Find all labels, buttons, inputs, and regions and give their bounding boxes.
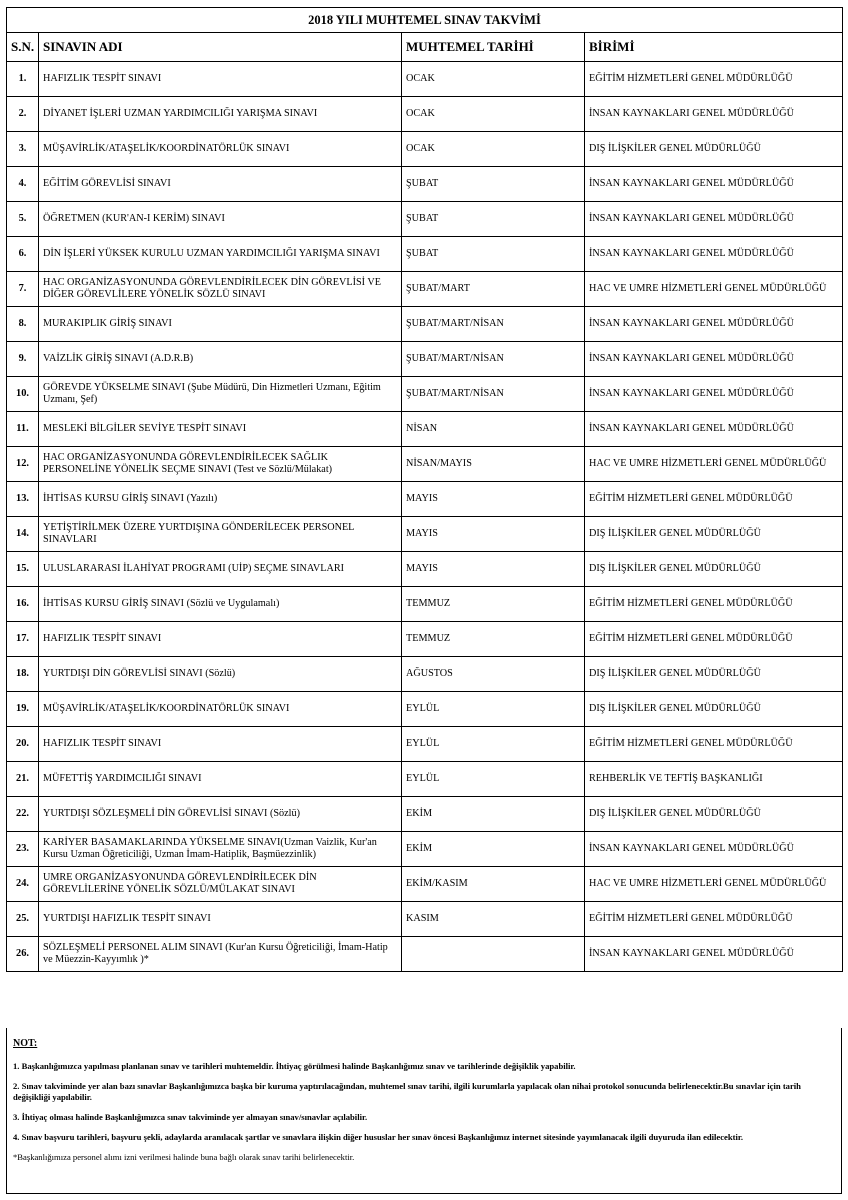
row-exam-name: HAFIZLIK TESPİT SINAVI	[39, 622, 402, 657]
table-row	[7, 237, 843, 272]
row-date: MAYIS	[402, 482, 585, 517]
row-exam-name: DİYANET İŞLERİ UZMAN YARDIMCILIĞI YARIŞMA SINAVI	[39, 97, 402, 132]
row-date: EYLÜL	[402, 762, 585, 797]
note-item: 2. Sınav takviminde yer alan bazı sınavlar Başkanlığımızca başka bir kuruma yaptırılacağından, muhtemel sınav tarihi, ilgili kurumlarla yapılacak olan nihai protokol sonucunda belirlenecektir.Bu sınavlar için tarih değişikliği yapılabilir.	[13, 1081, 801, 1102]
row-unit: İNSAN KAYNAKLARI GENEL MÜDÜRLÜĞÜ	[585, 342, 843, 377]
row-unit: EĞİTİM HİZMETLERİ GENEL MÜDÜRLÜĞÜ	[585, 622, 843, 657]
row-exam-name: MÜŞAVİRLİK/ATAŞELİK/KOORDİNATÖRLÜK SINAVI	[39, 692, 402, 727]
exam-calendar-table	[6, 7, 843, 972]
table-row	[7, 587, 843, 622]
row-exam-name: EĞİTİM GÖREVLİSİ SINAVI	[39, 167, 402, 202]
row-date: NİSAN	[402, 412, 585, 447]
table-row	[7, 97, 843, 132]
row-exam-name: VAİZLİK GİRİŞ SINAVI (A.D.R.B)	[39, 342, 402, 377]
row-date: ŞUBAT/MART/NİSAN	[402, 377, 585, 412]
row-unit: İNSAN KAYNAKLARI GENEL MÜDÜRLÜĞÜ	[585, 167, 843, 202]
row-date: ŞUBAT/MART	[402, 272, 585, 307]
table-row	[7, 727, 843, 762]
row-sn: 18.	[7, 657, 39, 692]
row-unit: DIŞ İLİŞKİLER GENEL MÜDÜRLÜĞÜ	[585, 132, 843, 167]
table-row	[7, 202, 843, 237]
row-exam-name: YURTDIŞI HAFIZLIK TESPİT SINAVI	[39, 902, 402, 937]
table-row	[7, 552, 843, 587]
row-date: MAYIS	[402, 552, 585, 587]
table-row	[7, 902, 843, 937]
row-exam-name: DİN İŞLERİ YÜKSEK KURULU UZMAN YARDIMCILIĞI YARIŞMA SINAVI	[39, 237, 402, 272]
header-exam-name: SINAVIN ADI	[39, 33, 402, 62]
table-row	[7, 342, 843, 377]
row-sn: 11.	[7, 412, 39, 447]
row-sn: 24.	[7, 867, 39, 902]
table-row	[7, 692, 843, 727]
row-exam-name: KARİYER BASAMAKLARINDA YÜKSELME SINAVI(Uzman Vaizlik, Kur'an Kursu Uzman Öğreticiliği, Uzman İmam-Hatiplik, Başmüezzinlik)	[39, 832, 402, 867]
row-date: EYLÜL	[402, 692, 585, 727]
table-row	[7, 377, 843, 412]
header-unit: BİRİMİ	[585, 33, 843, 62]
row-date: EKİM	[402, 797, 585, 832]
row-exam-name: MÜFETTİŞ YARDIMCILIĞI SINAVI	[39, 762, 402, 797]
row-unit: EĞİTİM HİZMETLERİ GENEL MÜDÜRLÜĞÜ	[585, 62, 843, 97]
row-unit: İNSAN KAYNAKLARI GENEL MÜDÜRLÜĞÜ	[585, 202, 843, 237]
table-row	[7, 937, 843, 972]
row-sn: 26.	[7, 937, 39, 972]
row-date: AĞUSTOS	[402, 657, 585, 692]
row-date: OCAK	[402, 97, 585, 132]
row-exam-name: UMRE ORGANİZASYONUNDA GÖREVLENDİRİLECEK DİN GÖREVLİLERİNE YÖNELİK SÖZLÜ/MÜLAKAT SINAVI	[39, 867, 402, 902]
row-unit: DIŞ İLİŞKİLER GENEL MÜDÜRLÜĞÜ	[585, 692, 843, 727]
row-sn: 25.	[7, 902, 39, 937]
row-unit: DIŞ İLİŞKİLER GENEL MÜDÜRLÜĞÜ	[585, 657, 843, 692]
row-sn: 6.	[7, 237, 39, 272]
table-row	[7, 517, 843, 552]
notes-section	[6, 1028, 842, 1194]
row-sn: 12.	[7, 447, 39, 482]
row-date	[402, 937, 585, 972]
row-exam-name: HAC ORGANİZASYONUNDA GÖREVLENDİRİLECEK SAĞLIK PERSONELİNE YÖNELİK SEÇME SINAVI (Test ve Sözlü/Mülakat)	[39, 447, 402, 482]
row-sn: 7.	[7, 272, 39, 307]
row-unit: EĞİTİM HİZMETLERİ GENEL MÜDÜRLÜĞÜ	[585, 482, 843, 517]
row-sn: 1.	[7, 62, 39, 97]
row-date: TEMMUZ	[402, 622, 585, 657]
row-date: ŞUBAT/MART/NİSAN	[402, 307, 585, 342]
header-date: MUHTEMEL TARİHİ	[402, 33, 585, 62]
row-date: OCAK	[402, 62, 585, 97]
row-exam-name: İHTİSAS KURSU GİRİŞ SINAVI (Sözlü ve Uygulamalı)	[39, 587, 402, 622]
row-sn: 21.	[7, 762, 39, 797]
row-date: NİSAN/MAYIS	[402, 447, 585, 482]
row-exam-name: ULUSLARARASI İLAHİYAT PROGRAMI (UİP) SEÇME SINAVLARI	[39, 552, 402, 587]
row-unit: DIŞ İLİŞKİLER GENEL MÜDÜRLÜĞÜ	[585, 797, 843, 832]
table-row	[7, 482, 843, 517]
row-date: ŞUBAT	[402, 167, 585, 202]
notes-title: NOT:	[13, 1038, 38, 1049]
note-item: 4. Sınav başvuru tarihleri, başvuru şekli, adaylarda aranılacak şartlar ve sınavlara ilişkin diğer hususlar her sınav öncesi Başkanlığımız internet sitesinde yayımlanacak ilgili duyuruda ilan edilecektir.	[13, 1132, 744, 1142]
row-exam-name: ÖĞRETMEN (KUR'AN-I KERİM) SINAVI	[39, 202, 402, 237]
row-date: EKİM	[402, 832, 585, 867]
row-unit: EĞİTİM HİZMETLERİ GENEL MÜDÜRLÜĞÜ	[585, 902, 843, 937]
row-sn: 8.	[7, 307, 39, 342]
table-row	[7, 832, 843, 867]
row-exam-name: GÖREVDE YÜKSELME SINAVI (Şube Müdürü, Din Hizmetleri Uzmanı, Eğitim Uzmanı, Şef)	[39, 377, 402, 412]
table-row	[7, 622, 843, 657]
table-row	[7, 797, 843, 832]
row-sn: 23.	[7, 832, 39, 867]
row-exam-name: MESLEKİ BİLGİLER SEVİYE TESPİT SINAVI	[39, 412, 402, 447]
note-item: 1. Başkanlığımızca yapılması planlanan sınav ve tarihleri muhtemeldir. İhtiyaç görülmesi halinde Başkanlığımız sınav ve tarihlerinde değişiklik yapabilir.	[13, 1061, 576, 1071]
row-date: EYLÜL	[402, 727, 585, 762]
row-sn: 22.	[7, 797, 39, 832]
row-exam-name: YURTDIŞI DİN GÖREVLİSİ SINAVI (Sözlü)	[39, 657, 402, 692]
row-unit: İNSAN KAYNAKLARI GENEL MÜDÜRLÜĞÜ	[585, 97, 843, 132]
row-unit: İNSAN KAYNAKLARI GENEL MÜDÜRLÜĞÜ	[585, 307, 843, 342]
row-unit: HAC VE UMRE HİZMETLERİ GENEL MÜDÜRLÜĞÜ	[585, 867, 843, 902]
row-unit: DIŞ İLİŞKİLER GENEL MÜDÜRLÜĞÜ	[585, 552, 843, 587]
row-date: EKİM/KASIM	[402, 867, 585, 902]
row-exam-name: YETİŞTİRİLMEK ÜZERE YURTDIŞINA GÖNDERİLECEK PERSONEL SINAVLARI	[39, 517, 402, 552]
row-sn: 4.	[7, 167, 39, 202]
note-item: 3. İhtiyaç olması halinde Başkanlığımızca sınav takviminde yer almayan sınav/sınavlar açılabilir.	[13, 1112, 368, 1122]
row-unit: HAC VE UMRE HİZMETLERİ GENEL MÜDÜRLÜĞÜ	[585, 447, 843, 482]
footnote: *Başkanlığımıza personel alımı izni verilmesi halinde buna bağlı olarak sınav tarihi belirlenecektir.	[13, 1152, 355, 1162]
table-row	[7, 762, 843, 797]
table-row	[7, 167, 843, 202]
row-date: KASIM	[402, 902, 585, 937]
row-unit: İNSAN KAYNAKLARI GENEL MÜDÜRLÜĞÜ	[585, 937, 843, 972]
row-unit: REHBERLİK VE TEFTİŞ BAŞKANLIĞI	[585, 762, 843, 797]
row-date: ŞUBAT	[402, 237, 585, 272]
row-exam-name: HAFIZLIK TESPİT SINAVI	[39, 62, 402, 97]
row-unit: İNSAN KAYNAKLARI GENEL MÜDÜRLÜĞÜ	[585, 237, 843, 272]
row-sn: 20.	[7, 727, 39, 762]
table-row	[7, 62, 843, 97]
row-exam-name: MÜŞAVİRLİK/ATAŞELİK/KOORDİNATÖRLÜK SINAVI	[39, 132, 402, 167]
row-unit: EĞİTİM HİZMETLERİ GENEL MÜDÜRLÜĞÜ	[585, 727, 843, 762]
row-exam-name: SÖZLEŞMELİ PERSONEL ALIM SINAVI (Kur'an Kursu Öğreticiliği, İmam-Hatip ve Müezzin-Kayyımlık )*	[39, 937, 402, 972]
table-row	[7, 272, 843, 307]
table-row	[7, 867, 843, 902]
row-exam-name: HAC ORGANİZASYONUNDA GÖREVLENDİRİLECEK DİN GÖREVLİSİ VE DİĞER GÖREVLİLERE YÖNELİK SÖZLÜ SINAVI	[39, 272, 402, 307]
row-sn: 10.	[7, 377, 39, 412]
table-row	[7, 447, 843, 482]
row-date: ŞUBAT/MART/NİSAN	[402, 342, 585, 377]
row-unit: HAC VE UMRE HİZMETLERİ GENEL MÜDÜRLÜĞÜ	[585, 272, 843, 307]
row-date: OCAK	[402, 132, 585, 167]
header-sn: S.N.	[7, 33, 39, 62]
table-title: 2018 YILI MUHTEMEL SINAV TAKVİMİ	[7, 8, 843, 33]
row-exam-name: HAFIZLIK TESPİT SINAVI	[39, 727, 402, 762]
row-unit: DIŞ İLİŞKİLER GENEL MÜDÜRLÜĞÜ	[585, 517, 843, 552]
row-sn: 9.	[7, 342, 39, 377]
row-sn: 13.	[7, 482, 39, 517]
row-date: MAYIS	[402, 517, 585, 552]
row-sn: 3.	[7, 132, 39, 167]
row-sn: 19.	[7, 692, 39, 727]
row-date: TEMMUZ	[402, 587, 585, 622]
row-sn: 2.	[7, 97, 39, 132]
table-row	[7, 307, 843, 342]
row-exam-name: YURTDIŞI SÖZLEŞMELİ DİN GÖREVLİSİ SINAVI (Sözlü)	[39, 797, 402, 832]
row-sn: 17.	[7, 622, 39, 657]
row-unit: EĞİTİM HİZMETLERİ GENEL MÜDÜRLÜĞÜ	[585, 587, 843, 622]
row-date: ŞUBAT	[402, 202, 585, 237]
row-sn: 16.	[7, 587, 39, 622]
row-unit: İNSAN KAYNAKLARI GENEL MÜDÜRLÜĞÜ	[585, 412, 843, 447]
row-sn: 14.	[7, 517, 39, 552]
row-exam-name: MURAKIPLIK GİRİŞ SINAVI	[39, 307, 402, 342]
table-row	[7, 412, 843, 447]
row-unit: İNSAN KAYNAKLARI GENEL MÜDÜRLÜĞÜ	[585, 832, 843, 867]
row-sn: 5.	[7, 202, 39, 237]
table-row	[7, 132, 843, 167]
row-exam-name: İHTİSAS KURSU GİRİŞ SINAVI (Yazılı)	[39, 482, 402, 517]
table-row	[7, 657, 843, 692]
row-unit: İNSAN KAYNAKLARI GENEL MÜDÜRLÜĞÜ	[585, 377, 843, 412]
row-sn: 15.	[7, 552, 39, 587]
